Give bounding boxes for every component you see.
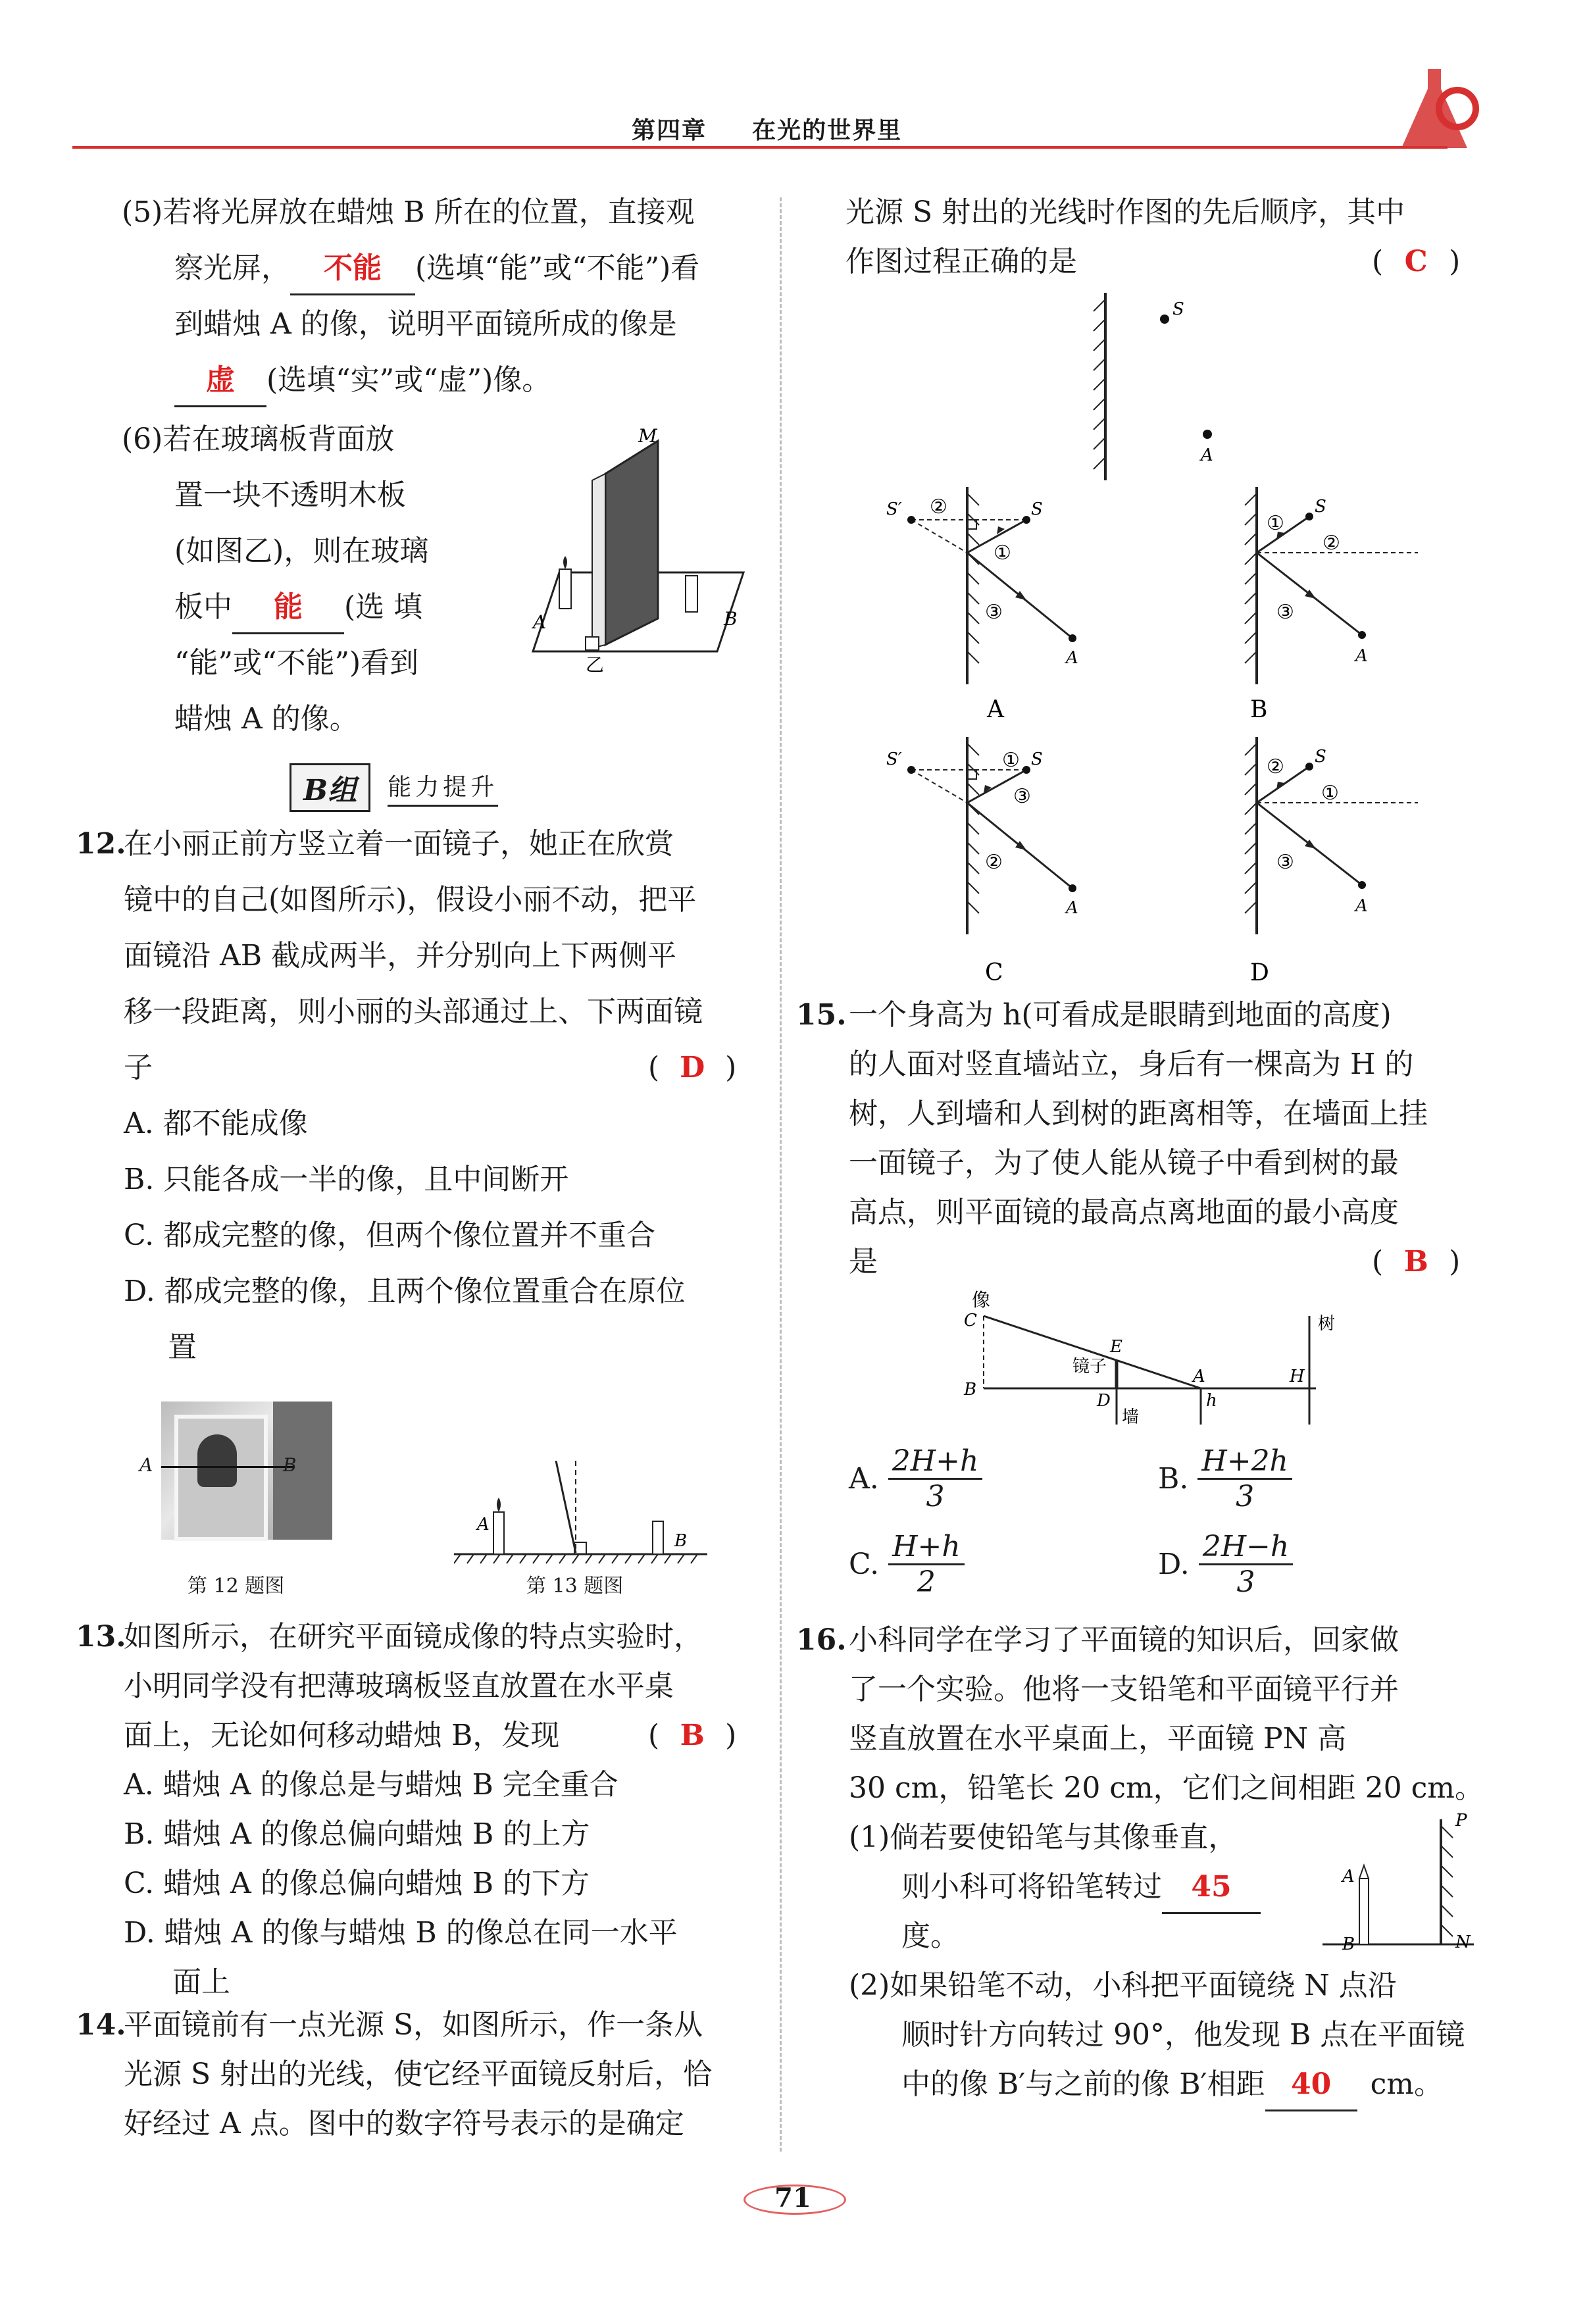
table-hatch [454,1554,697,1563]
label-s: S [1172,299,1184,319]
candle-b [686,576,697,612]
q16-p2-line2: 顺时针方向转过 90°，他发现 B 点在平面镜 [901,2018,1465,2052]
label-e: E [1110,1337,1122,1357]
option-letter: D. [1158,1548,1190,1581]
denominator: 3 [1236,1480,1255,1513]
q15-answer-bracket: ( B ) [1372,1237,1460,1287]
q14-answer-bracket: ( C ) [1372,237,1460,287]
label-s: S [1031,749,1043,769]
q13-answer-bracket: ( B ) [648,1711,736,1761]
flask-shape [1401,69,1467,148]
label-n: N [1455,1932,1471,1952]
label-a: A [1355,896,1368,916]
q16-line3: 竖直放置在水平桌面上，平面镜 PN 高 [849,1722,1347,1756]
numerator: H+2h [1197,1444,1292,1480]
q12-caption: 第 12 题图 [188,1575,285,1598]
girl-figure [197,1434,237,1487]
label-shu: 树 [1318,1314,1336,1334]
q13-number: 13. [76,1620,126,1654]
column-divider [780,197,782,2152]
q16-p1-line3: 度。 [901,1919,959,1953]
label-p: P [1455,1811,1467,1831]
page-number: 71 [774,2182,811,2213]
q15-line5: 高点，则平面镜的最高点离地面的最小高度 [849,1196,1399,1229]
q15-option-c[interactable] [849,1530,965,1599]
q15-line3: 树，人到墙和人到树的距离相等，在墙面上挂 [849,1097,1428,1130]
q15-option-a[interactable] [849,1444,982,1513]
q12-option-b[interactable]: B. 只能各成一半的像，且中间断开 [124,1163,569,1196]
label-a: A [1342,1867,1355,1886]
label-s-prime: S′ [886,749,902,769]
q13-fig-label-a: A [477,1515,490,1534]
step-num: ① [994,542,1011,565]
label-h: h [1206,1391,1217,1411]
q16-p1-line1: (1)倘若要使铅笔与其像垂直， [849,1821,1238,1854]
label-a: A [1193,1367,1205,1386]
q14-line3: 好经过 A 点。图中的数字符号表示的是确定 [124,2107,684,2140]
page-number-badge [743,2178,842,2217]
q12-line5: 子 [124,1051,153,1084]
numerator: 2H−h [1199,1530,1294,1565]
q13-option-c[interactable]: C. 蜡烛 A 的像总偏向蜡烛 B 的下方 [124,1867,590,1900]
panel-label: D [1250,959,1269,986]
step-num: ② [1267,755,1284,778]
label-qiang: 墙 [1122,1407,1140,1427]
q12-fig-label-a: A [139,1454,153,1476]
q14-number: 14. [76,2008,126,2042]
option-letter: A. [849,1462,879,1496]
q11-6-line1: (6)若在玻璃板背面放 [122,422,395,456]
q14-top-figure [1086,290,1257,487]
q11-5-line4 [174,355,551,407]
step-num: ① [1002,749,1020,772]
q11-6-text: 板中 [174,590,232,624]
label-s: S [1315,497,1326,517]
group-b-label: 能力提升 [388,769,498,807]
label-s: S [1315,747,1326,767]
q16-p2-line3 [901,2059,1443,2111]
chapter-header [632,112,902,145]
q15-answer: B [1403,1245,1428,1278]
lab-equipment-icon [1388,63,1487,155]
sight-line [984,1316,1201,1388]
label-a: A [533,611,547,633]
label-b: B [964,1380,977,1400]
label-d: D [1097,1391,1111,1411]
q13-caption: 第 13 题图 [526,1575,624,1598]
group-b-badge: B组 [290,763,370,812]
mirror-hatch [1094,299,1105,469]
q12-option-c[interactable]: C. 都成完整的像，但两个像位置并不重合 [124,1219,656,1252]
q14-cont-line2: 作图过程正确的是 [845,245,1077,278]
candle-a [493,1512,504,1554]
panel-label: B [1250,696,1268,723]
q12-line3: 面镜沿 AB 截成两半，并分别向上下两侧平 [124,939,677,973]
q12-line2: 镜中的自己(如图所示)，假设小丽不动，把平 [124,883,697,917]
label-s-prime: S′ [886,499,902,519]
pencil-tip [1359,1865,1369,1879]
q13-option-d[interactable]: D. 蜡烛 A 的像与蜡烛 B 的像总在同一水平 [124,1916,678,1950]
q14-panel-a [885,487,1122,724]
q11-5-answer-1: 不能 [290,243,415,295]
q12-photo [161,1402,332,1540]
point-s-prime [907,766,915,774]
label-m: M [638,428,657,447]
chapter-number: 第四章 [632,116,707,144]
step-num: ① [1321,782,1339,805]
fraction [888,1444,983,1513]
q12-line1: 在小丽正前方竖立着一面镜子，她正在欣赏 [124,827,674,861]
q16-answer-1: 45 [1162,1862,1261,1914]
q16-unit: cm。 [1370,2067,1443,2101]
q16-text: 则小科可将铅笔转过 [901,1870,1162,1904]
q11-6-line2: 置一块不透明木板 [174,478,406,512]
point-a [1203,430,1212,439]
step-num: ② [985,851,1003,874]
q12-number: 12. [76,827,126,861]
q16-p1-line2 [901,1862,1261,1914]
q13-option-a[interactable]: A. 蜡烛 A 的像总是与蜡烛 B 完全重合 [124,1768,618,1802]
q11-6-line4 [174,582,422,634]
label-a: A [1066,648,1078,668]
point-s [1160,315,1169,324]
q15-number: 15. [796,998,847,1032]
label-b: B [724,608,738,630]
q11-6-line5: “能”或“不能”)看到 [174,646,419,680]
label-a: A [1355,646,1368,666]
label-jingzi: 镜子 [1072,1357,1107,1377]
q13-line1: 如图所示，在研究平面镜成像的特点实验时， [124,1620,703,1654]
wood-board [592,474,605,648]
point-s [1022,516,1030,524]
panel-label: A [987,696,1004,723]
figure-yi [520,428,757,678]
q11-6-line3: (如图乙)，则在玻璃 [174,534,429,568]
q12-option-d-cont: 置 [168,1330,197,1364]
step-num: ③ [985,601,1003,624]
q12-option-a[interactable]: A. 都不能成像 [124,1107,308,1140]
candle-a-flame [563,556,567,569]
label-b: B [1342,1934,1355,1954]
q12-answer: D [680,1051,705,1084]
point-s [1305,513,1313,520]
glass-plate [605,441,658,645]
q14-panel-b [1204,487,1441,724]
q13-fig-label-b: B [674,1531,688,1551]
q15-line1: 一个身高为 h(可看成是眼睛到地面的高度) [849,998,1392,1032]
denominator: 3 [926,1480,945,1513]
point-s [1305,763,1313,770]
step-num: ③ [1013,785,1031,808]
label-a: A [1066,898,1078,918]
point-a [1069,884,1076,892]
step-num: ③ [1276,601,1294,624]
q15-figure [957,1286,1352,1438]
q11-5-text: (选填“实”或“虚”)像。 [266,363,551,397]
q12-fig-label-b: B [283,1454,297,1476]
candle-a [559,569,571,609]
q13-option-b[interactable]: B. 蜡烛 A 的像总偏向蜡烛 B 的上方 [124,1817,590,1851]
line-ab [161,1466,293,1468]
label-s: S [1031,499,1043,519]
denominator: 2 [917,1565,936,1599]
q15-option-d[interactable] [1158,1530,1293,1599]
q15-line4: 一面镜子，为了使人能从镜子中看到树的最 [849,1146,1399,1180]
q16-p2-line1: (2)如果铅笔不动，小科把平面镜绕 N 点沿 [849,1969,1397,2002]
label-xiang: 像 [972,1289,991,1311]
q11-5-answer-2: 虚 [174,355,266,407]
fraction [1199,1530,1294,1599]
q14-answer: C [1404,245,1428,278]
q14-cont-line1: 光源 S 射出的光线时作图的先后顺序，其中 [845,195,1405,229]
q15-line2: 的人面对竖直墙站立，身后有一棵高为 H 的 [849,1048,1414,1081]
option-letter: C. [849,1548,880,1581]
q11-6-answer: 能 [232,582,344,634]
q14-panel-c [885,737,1122,987]
virtual-ray [911,770,967,803]
candle-b [653,1521,663,1554]
q16-line1: 小科同学在学习了平面镜的知识后，回家做 [849,1623,1399,1657]
q11-5-line1: (5)若将光屏放在蜡烛 B 所在的位置，直接观 [122,195,695,229]
fraction [1197,1444,1292,1513]
q11-5-line2 [174,243,699,295]
q11-5-line3: 到蜡烛 A 的像，说明平面镜所成的像是 [174,307,677,341]
q14-panel-d [1204,737,1441,987]
stand [586,637,599,650]
label-H: H [1290,1367,1305,1386]
tilted-glass [556,1461,576,1553]
q16-line2: 了一个实验。他将一支铅笔和平面镜平行并 [849,1673,1399,1706]
chapter-title: 在光的世界里 [752,116,903,144]
q12-option-d[interactable]: D. 都成完整的像，且两个像位置重合在原位 [124,1275,686,1308]
group-b-heading [290,763,498,812]
pencil [1359,1879,1369,1944]
point-a [1069,634,1076,642]
point-a [1358,631,1366,639]
q15-option-b[interactable] [1158,1444,1292,1513]
q12-answer-bracket: ( D ) [648,1043,736,1093]
point-a [1358,881,1366,889]
q16-number: 16. [796,1623,847,1657]
point-s-prime [907,516,915,524]
label-a: A [1201,445,1213,465]
q16-line4: 30 cm，铅笔长 20 cm，它们之间相距 20 cm。 [849,1771,1484,1805]
q16-answer-2: 40 [1265,2059,1357,2111]
step-num: ③ [1276,851,1294,874]
q13-option-d-cont: 面上 [172,1965,230,1999]
fraction [888,1530,965,1599]
q14-line1: 平面镜前有一点光源 S，如图所示，作一条从 [124,2008,703,2042]
q13-line3: 面上，无论如何移动蜡烛 B，发现 [124,1719,560,1752]
denominator: 3 [1236,1565,1255,1599]
q11-5-text: (选填“能”或“不能”)看 [415,251,700,285]
q13-line2: 小明同学没有把薄玻璃板竖直放置在水平桌 [124,1669,674,1703]
step-num: ② [930,495,947,518]
step-num: ② [1322,532,1340,555]
candle-a-flame [497,1498,501,1512]
q11-6-line6: 蜡烛 A 的像。 [174,702,359,736]
option-letter: B. [1158,1462,1189,1496]
girl-back [273,1402,332,1540]
numerator: H+h [888,1530,965,1565]
step-num: ① [1267,512,1284,535]
q13-answer: B [680,1719,705,1752]
numerator: 2H+h [888,1444,983,1480]
virtual-ray [911,520,967,553]
header-rule [72,146,1448,149]
q11-6-text: (选 填 [344,590,423,624]
q14-line2: 光源 S 射出的光线，使它经平面镜反射后，恰 [124,2058,713,2091]
q11-5-text: 察光屏， [174,251,290,285]
q16-figure [1316,1806,1487,1958]
panel-label: C [985,959,1003,986]
point-s [1022,766,1030,774]
q16-text: 中的像 B′与之前的像 B′相距 [901,2067,1265,2101]
label-c: C [964,1311,977,1330]
q15-line6: 是 [849,1245,878,1278]
label-yi: 乙 [586,654,605,676]
q12-line4: 移一段距离，则小丽的头部通过上、下两面镜 [124,995,703,1028]
q13-figure [454,1461,711,1566]
